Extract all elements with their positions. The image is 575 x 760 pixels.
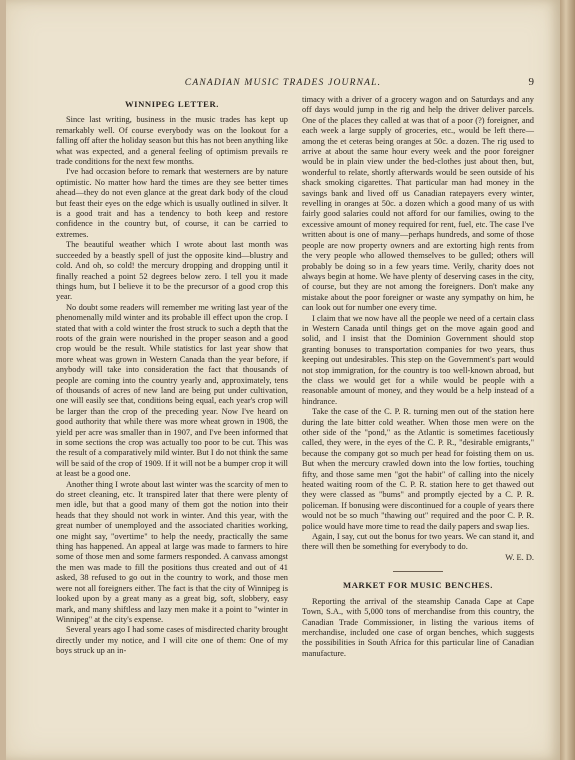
paragraph: Take the case of the C. P. R. turning men out of the station here during the late bitter cold weather. When those men were on the other side of the "pond," as the Atlantic is sometimes facetiously called, they were, in the eyes of the C. P. R., "desirable emigrants," because the company got so much per head for foisting them on us. But when the mercury crawled down into the low forties, touching fifty, and those same men "got the habit" of calling into the nicely heated waiting room of the C. P. R. station here to get thawed out they were classed as "bums" and promptly ejected by a C. P. R. policeman. If bonusing were discontinued for a couple of years there would not be so much "thawing out" required and the poor C. P. R. police would have more time to read the daily papers and swap lies.	[302, 407, 534, 531]
right-column	[302, 95, 534, 659]
author-signature: W. E. D.	[505, 552, 534, 562]
paragraph: Several years ago I had some cases of misdirected charity brought directly under my notice, and I will cite one of them: One of my boys struck up an in-	[56, 625, 288, 656]
paragraph: I've had occasion before to remark that westerners are by nature optimistic. No matter how hard the times are they see better times ahead—they do not even glance at the great dark body of the cloud but feast their eyes on the edge which is usually outlined in silver. It is a good trait and has a tendency to both keep and restore confidence in the country but, of course, it can be carried to extremes.	[56, 167, 288, 239]
paragraph: Since last writing, business in the music trades has kept up remarkably well. Of course everybody was on the lookout for a falling off after the holiday season but this has not been anything like what was expected, and a general feeling of optimism prevails re trade conditions for the next few months.	[56, 115, 288, 167]
running-title: CANADIAN MUSIC TRADES JOURNAL.	[184, 78, 382, 88]
page-number: 9	[528, 76, 534, 88]
article-title-music-benches: MARKET FOR MUSIC BENCHES.	[343, 580, 493, 591]
paragraph: Reporting the arrival of the steamship Canada Cape at Cape Town, S.A., with 5,000 tons of merchandise from this country, the Canadian Trade Commissioner, in listing the various items of merchandise, included one case of organ benches, which suggests the possibilities in South Africa for this particular line of Canadian manufacture.	[302, 596, 534, 658]
journal-page	[6, 0, 560, 760]
section-divider	[393, 571, 443, 572]
paragraph: No doubt some readers will remember me writing last year of the phenomenally mild winter and its probable ill effect upon the crop. I stated that with a cold winter the frost struck to such a depth that the roots of the grain were nourished in the proper season and a good crop would be the result. While statistics for last year show that more wheat was grown in Western Canada than the year before, if anybody will take into consideration the fact that thousands of people are coming into the country yearly and, approximately, tens of thousands of acres of new land are being put under cultivation, one will easily see that, conditions being equal, each year's crop will be larger than the crop of the preceding year. Now I've heard on good authority that while there was more wheat grown in 1908, the yield per acre was smaller than in 1907, and I've been informed that in some sections the crop was actually too poor to be cut. This was the result of a comparatively mild winter. But I do not think the same will be said of the crop of 1909. If it will not be a bumper crop it will at least be a good one.	[56, 302, 288, 479]
paragraph: Again, I say, cut out the bonus for two years. We can stand it, and there will then be something for everybody to do.	[302, 532, 534, 552]
article-title-winnipeg-letter: WINNIPEG LETTER.	[124, 99, 220, 109]
paragraph: I claim that we now have all the people we need of a certain class in Western Canada until things get on the move again good and solid, and I insist that the Dominion Government should stop granting bonuses to transportation companies for two years, thus keeping out undesirables. This step on the Government's part would not stop immigration, for the country is too well-known abroad, but the class we would get for a while would be people with a reasonable amount of money, and they would be a help instead of a hindrance.	[302, 313, 534, 406]
page-edge	[560, 0, 575, 760]
left-column	[56, 95, 288, 657]
paragraph: Another thing I wrote about last winter was the scarcity of men to do street cleaning, etc. It transpired later that there were plenty of men idle, but that a good many of them got the notion into their heads that they should not work in winter. And this year, with the great number of unemployed and the associated charities working, one might say, "overtime" to help the needy, practically the same thing has happened. An appeal at large was made to farmers to hire some of those men and some farmers responded. A canvass amongst the men was made to fill the positions thus created and out of 41 asked, 38 refused to go out in the country to work, and those men were not all foreigners either. The fact is that the city of Winnipeg is looked upon by a great many as a great big, soft, slobbery, easy mark, and many shiftless and lazy men make it a point to "winter in Winnipeg" at the city's expense.	[56, 479, 288, 624]
paragraph: The beautiful weather which I wrote about last month was succeeded by a beastly spell of just the opposite kind—blustry and cold. And oh, so cold! the mercury dropping and dropping until it finally reached a point 52 degrees below zero. I tell you it made things hum, but I believe it to be the precursor of a good crop this year.	[56, 240, 288, 302]
paragraph: timacy with a driver of a grocery wagon and on Saturdays and any off days would jump in the rig and help the driver deliver parcels. One of the places they called at was that of a poor (?) foreigner, and each week a large supply of groceries, etc., would be left there—among the et ceteras being oranges at 50c. a dozen. The rig used to arrive at about the same hour every week and the poor foreigner would be in plain view under the bed-clothes just about then, but, wonderful to relate, shortly afterwards would be seen outside of his shack smoking cigarettes. That particular man had money in the savings bank and lived off us Canadian ratepayers every winter, revelling in oranges at 50c. a dozen which a good many of us with fairly good salaries could not afford for our families, owing to the excessive amount of money required for rent, fuel, etc. The case I've written about is one of many—perhaps hundreds, and some of those people are now property owners and are extorting high rents from the very people who allowed themselves to be gulled; others will probably be doing so in a few years time. Verily, charity does not always begin at home. We have plenty of deserving cases in the city, of course, but they are not among the foreigners. Don't make any mistake about the poor foreigner or waste any sympathy on him, he can look out for number one every time.	[302, 95, 534, 313]
